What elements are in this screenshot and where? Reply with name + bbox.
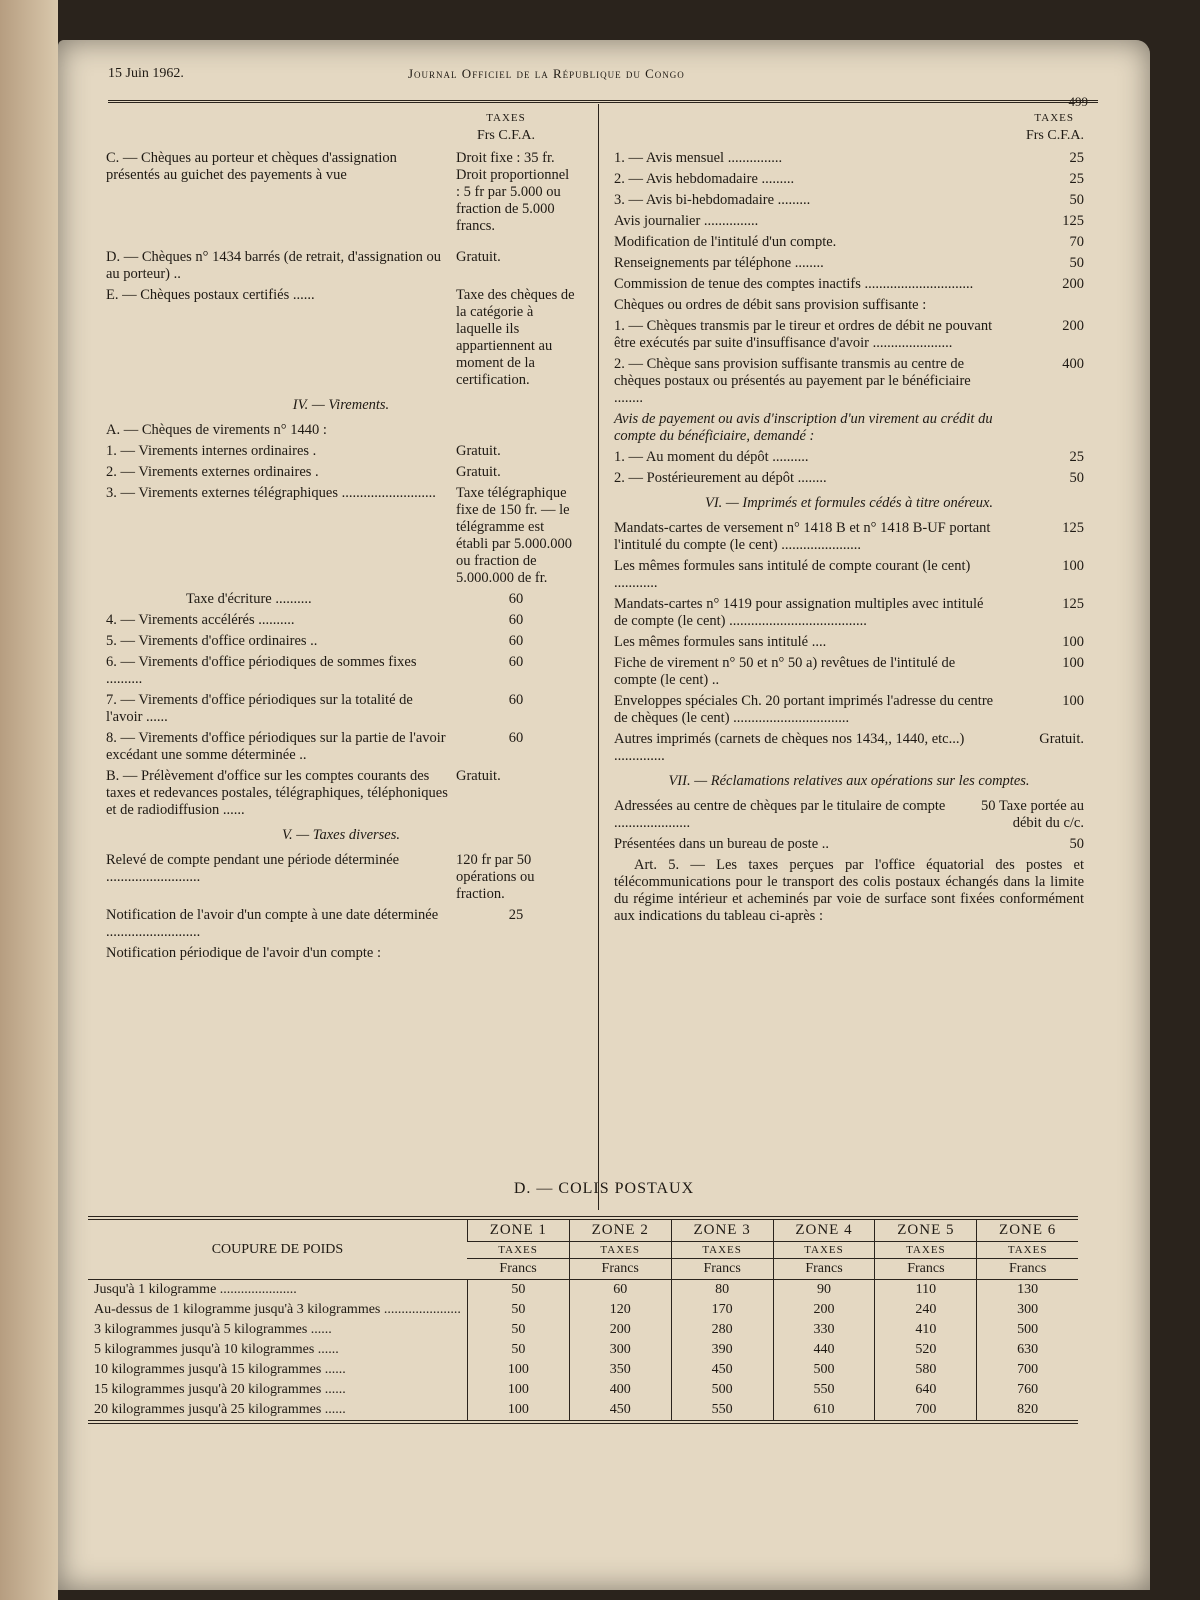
header-date: 15 Juin 1962. xyxy=(108,66,184,81)
list-item: 4. — Virements accélérés .......... 60 xyxy=(106,612,524,628)
zone-4-value: 200 xyxy=(773,1300,875,1320)
weight-label: 5 kilogrammes jusqu'à 10 kilogrammes ...... xyxy=(94,1342,339,1357)
zone-4-value: 90 xyxy=(773,1280,875,1301)
taxes-head: TAXES xyxy=(977,1242,1078,1259)
taxes-head: TAXES xyxy=(671,1242,773,1259)
list-item: 1. — Avis mensuel ............... 25 xyxy=(614,150,1084,166)
zone-5-value: 640 xyxy=(875,1380,977,1400)
zone-1-value: 100 xyxy=(467,1360,569,1380)
list-item: Chèques ou ordres de débit sans provision suffisante : xyxy=(614,297,927,313)
list-item: 5. — Virements d'office ordinaires .. 60 xyxy=(106,633,524,649)
table-row xyxy=(88,1280,1078,1301)
taxes-head: TAXES xyxy=(773,1242,875,1259)
list-item: 6. — Virements d'office périodiques de sommes fixes .......... 60 xyxy=(106,654,524,687)
zone-4-value: 500 xyxy=(773,1360,875,1380)
virements-list xyxy=(106,443,576,819)
weight-label: Jusqu'à 1 kilogramme ...................... xyxy=(94,1282,297,1297)
list-item: Autres imprimés (carnets de chèques nos 1434,, 1440, etc...) .............. Gratuit. xyxy=(614,731,1084,764)
zone-3-value: 80 xyxy=(671,1280,773,1301)
zone-6-value: 500 xyxy=(977,1320,1078,1340)
left-taxes-head: TAXES xyxy=(486,112,526,124)
zone-2-value: 400 xyxy=(569,1380,671,1400)
list-item: Notification périodique de l'avoir d'un compte : xyxy=(106,945,382,961)
table-row xyxy=(88,1360,1078,1380)
zone-3-value: 450 xyxy=(671,1360,773,1380)
zone-5-head: ZONE 5 xyxy=(875,1218,977,1242)
zone-5-value: 520 xyxy=(875,1340,977,1360)
list-item: 7. — Virements d'office périodiques sur la totalité de l'avoir ...... 60 xyxy=(106,692,524,725)
francs-head: Francs xyxy=(467,1259,569,1280)
table-row xyxy=(88,1300,1078,1320)
zone-2-value: 120 xyxy=(569,1300,671,1320)
francs-head: Francs xyxy=(671,1259,773,1280)
zone-1-value: 100 xyxy=(467,1400,569,1422)
section-v-title: V. — Taxes diverses. xyxy=(281,827,401,843)
zone-1-head: ZONE 1 xyxy=(467,1218,569,1242)
zone-2-value: 450 xyxy=(569,1400,671,1422)
item-D: D. — Chèques n° 1434 barrés (de retrait, d'assignation ou au porteur) .. Gratuit. xyxy=(106,249,501,282)
zone-3-value: 280 xyxy=(671,1320,773,1340)
weight-label: 15 kilogrammes jusqu'à 20 kilogrammes ...... xyxy=(94,1382,346,1397)
right-frs-head: Frs C.F.A. xyxy=(1025,128,1084,143)
zone-6-value: 130 xyxy=(977,1280,1078,1301)
section-vii-title: VII. — Réclamations relatives aux opérations sur les comptes. xyxy=(668,773,1030,789)
list-item: Les mêmes formules sans intitulé .... 100 xyxy=(614,634,1084,650)
left-frs-head: Frs C.F.A. xyxy=(476,128,535,143)
zone-2-value: 60 xyxy=(569,1280,671,1301)
table-row xyxy=(88,1380,1078,1400)
zone-4-head: ZONE 4 xyxy=(773,1218,875,1242)
zone-1-value: 50 xyxy=(467,1300,569,1320)
list-item: Renseignements par téléphone ........ 50 xyxy=(614,255,1084,271)
table-row xyxy=(88,1400,1078,1422)
list-item: Taxe d'écriture .......... 60 xyxy=(186,591,524,607)
zone-2-value: 200 xyxy=(569,1320,671,1340)
colis-title: D. — COLIS POSTAUX xyxy=(513,1180,695,1197)
page-header xyxy=(108,60,1098,109)
taxes-head: TAXES xyxy=(569,1242,671,1259)
zone-5-value: 240 xyxy=(875,1300,977,1320)
weight-label: 3 kilogrammes jusqu'à 5 kilogrammes ...... xyxy=(94,1322,332,1337)
item-A: A. — Chèques de virements n° 1440 : xyxy=(106,422,327,438)
section-vi-title: VI. — Imprimés et formules cédés à titre onéreux. xyxy=(704,495,994,511)
right-taxes-head: TAXES xyxy=(1034,112,1074,124)
left-column xyxy=(106,110,576,966)
zone-4-value: 330 xyxy=(773,1320,875,1340)
zone-6-value: 300 xyxy=(977,1300,1078,1320)
list-item: Notification de l'avoir d'un compte à une date déterminée .......................... 25 xyxy=(106,907,524,940)
weight-label: 10 kilogrammes jusqu'à 15 kilogrammes ...... xyxy=(94,1362,346,1377)
weight-label: Au-dessus de 1 kilogramme jusqu'à 3 kilogrammes ...................... xyxy=(94,1302,461,1317)
list-item: Commission de tenue des comptes inactifs .............................. 200 xyxy=(614,276,1084,292)
zone-5-value: 410 xyxy=(875,1320,977,1340)
zone-6-value: 700 xyxy=(977,1360,1078,1380)
zone-1-value: 100 xyxy=(467,1380,569,1400)
colis-body xyxy=(88,1280,1078,1423)
header-journal-title: Journal Officiel de la République du Congo xyxy=(408,66,685,81)
list-item: 1. — Chèques transmis par le tireur et ordres de débit ne pouvant être exécutés par suite d'insuffisance d'avoir ...................... 200 xyxy=(614,318,1084,351)
list-item: Relevé de compte pendant une période déterminée .......................... 120 fr par 50 opérations ou fraction. xyxy=(106,852,535,902)
zone-6-value: 760 xyxy=(977,1380,1078,1400)
colis-table xyxy=(88,1216,1078,1424)
list-item: Fiche de virement n° 50 et n° 50 a) revêtues de l'intitulé de compte (le cent) .. 100 xyxy=(614,655,1084,688)
list-item: Avis de payement ou avis d'inscription d'un virement au crédit du compte du bénéficiaire, demandé : xyxy=(614,411,993,444)
list-item: Modification de l'intitulé d'un compte. 70 xyxy=(614,234,1084,250)
zone-3-value: 500 xyxy=(671,1380,773,1400)
zone-5-value: 700 xyxy=(875,1400,977,1422)
zone-5-value: 580 xyxy=(875,1360,977,1380)
list-item: 2. — Avis hebdomadaire ......... 25 xyxy=(614,171,1084,187)
francs-head: Francs xyxy=(569,1259,671,1280)
list-item: Les mêmes formules sans intitulé de compte courant (le cent) ............ 100 xyxy=(614,558,1084,591)
list-item: Avis journalier ............... 125 xyxy=(614,213,1084,229)
zone-1-value: 50 xyxy=(467,1340,569,1360)
zone-1-value: 50 xyxy=(467,1320,569,1340)
list-item: 2. — Chèque sans provision suffisante transmis au centre de chèques postaux ou présentés au payement par le bénéficiaire ........ 400 xyxy=(614,356,1084,406)
francs-head: Francs xyxy=(773,1259,875,1280)
list-item: 2. — Virements externes ordinaires . Gratuit. xyxy=(106,464,501,480)
zone-6-value: 630 xyxy=(977,1340,1078,1360)
taxes-head: TAXES xyxy=(875,1242,977,1259)
zone-3-value: 550 xyxy=(671,1400,773,1422)
list-item: B. — Prélèvement d'office sur les comptes courants des taxes et redevances postales, télégraphiques, téléphoniques et de radiodiffusion ...... Gratuit. xyxy=(106,768,501,818)
list-item: Présentées dans un bureau de poste .. 50 xyxy=(614,836,1084,852)
item-C: C. — Chèques au porteur et chèques d'assignation présentés au guichet des payements à vue Droit fixe : 35 fr. Droit proportionnel : 5 fr par 5.000 ou fraction de 5.000 francs. xyxy=(106,150,570,234)
list-item: Mandats-cartes n° 1419 pour assignation multiples avec intitulé de compte (le cent) ...................................... 125 xyxy=(614,596,1084,629)
list-item: 8. — Virements d'office périodiques sur la partie de l'avoir excédant une somme déterminée .. 60 xyxy=(106,730,524,763)
zone-6-value: 820 xyxy=(977,1400,1078,1422)
zone-2-value: 300 xyxy=(569,1340,671,1360)
item-E: E. — Chèques postaux certifiés ...... Taxe des chèques de la catégorie à laquelle ils appartiennent au moment de la certification. xyxy=(106,287,575,388)
zone-3-value: 170 xyxy=(671,1300,773,1320)
coupure-head: COUPURE DE POIDS xyxy=(88,1218,467,1280)
list-item: 3. — Virements externes télégraphiques .......................... Taxe télégraphique fixe de 150 fr. — le télégramme est établi par 5.000.000 ou fraction de 5.000.000 de fr. xyxy=(106,485,572,586)
zone-6-head: ZONE 6 xyxy=(977,1218,1078,1242)
list-item: 3. — Avis bi-hebdomadaire ......... 50 xyxy=(614,192,1084,208)
list-item: 2. — Postérieurement au dépôt ........ 50 xyxy=(614,470,1084,486)
zone-3-value: 390 xyxy=(671,1340,773,1360)
zone-4-value: 440 xyxy=(773,1340,875,1360)
article-5: Art. 5. — Les taxes perçues par l'office équatorial des postes et télécommunications pour le transport des colis postaux échangés dans la limite du régime intérieur et acheminés par voie de surface sont fixées conformément aux indications du tableau ci-après : xyxy=(614,857,1084,924)
weight-label: 20 kilogrammes jusqu'à 25 kilogrammes ...... xyxy=(88,1400,467,1422)
zone-2-head: ZONE 2 xyxy=(569,1218,671,1242)
zone-4-value: 550 xyxy=(773,1380,875,1400)
list-item: Enveloppes spéciales Ch. 20 portant imprimés l'adresse du centre de chèques (le cent) ................................ 100 xyxy=(614,693,1084,726)
list-item: 1. — Au moment du dépôt .......... 25 xyxy=(614,449,1084,465)
right-column xyxy=(614,110,1084,925)
journal-page xyxy=(58,40,1150,1590)
list-item: Mandats-cartes de versement n° 1418 B et n° 1418 B-UF portant l'intitulé du compte (le cent) ...................... 125 xyxy=(614,520,1084,553)
header-rule xyxy=(108,100,1098,103)
zone-1-value: 50 xyxy=(467,1280,569,1301)
table-row xyxy=(88,1340,1078,1360)
table-row xyxy=(88,1320,1078,1340)
column-divider xyxy=(598,104,599,1210)
section-iv-title: IV. — Virements. xyxy=(292,397,390,413)
zone-4-value: 610 xyxy=(773,1400,875,1422)
zone-5-value: 110 xyxy=(875,1280,977,1301)
taxes-head: TAXES xyxy=(467,1242,569,1259)
page-number: 499 xyxy=(1068,94,1088,109)
list-item: 1. — Virements internes ordinaires . Gratuit. xyxy=(106,443,501,459)
zone-2-value: 350 xyxy=(569,1360,671,1380)
book-gutter xyxy=(0,0,58,1600)
list-item: Adressées au centre de chèques par le titulaire de compte ..................... 50 Taxe portée au débit du c/c. xyxy=(614,798,1084,831)
francs-head: Francs xyxy=(875,1259,977,1280)
francs-head: Francs xyxy=(977,1259,1078,1280)
zone-3-head: ZONE 3 xyxy=(671,1218,773,1242)
